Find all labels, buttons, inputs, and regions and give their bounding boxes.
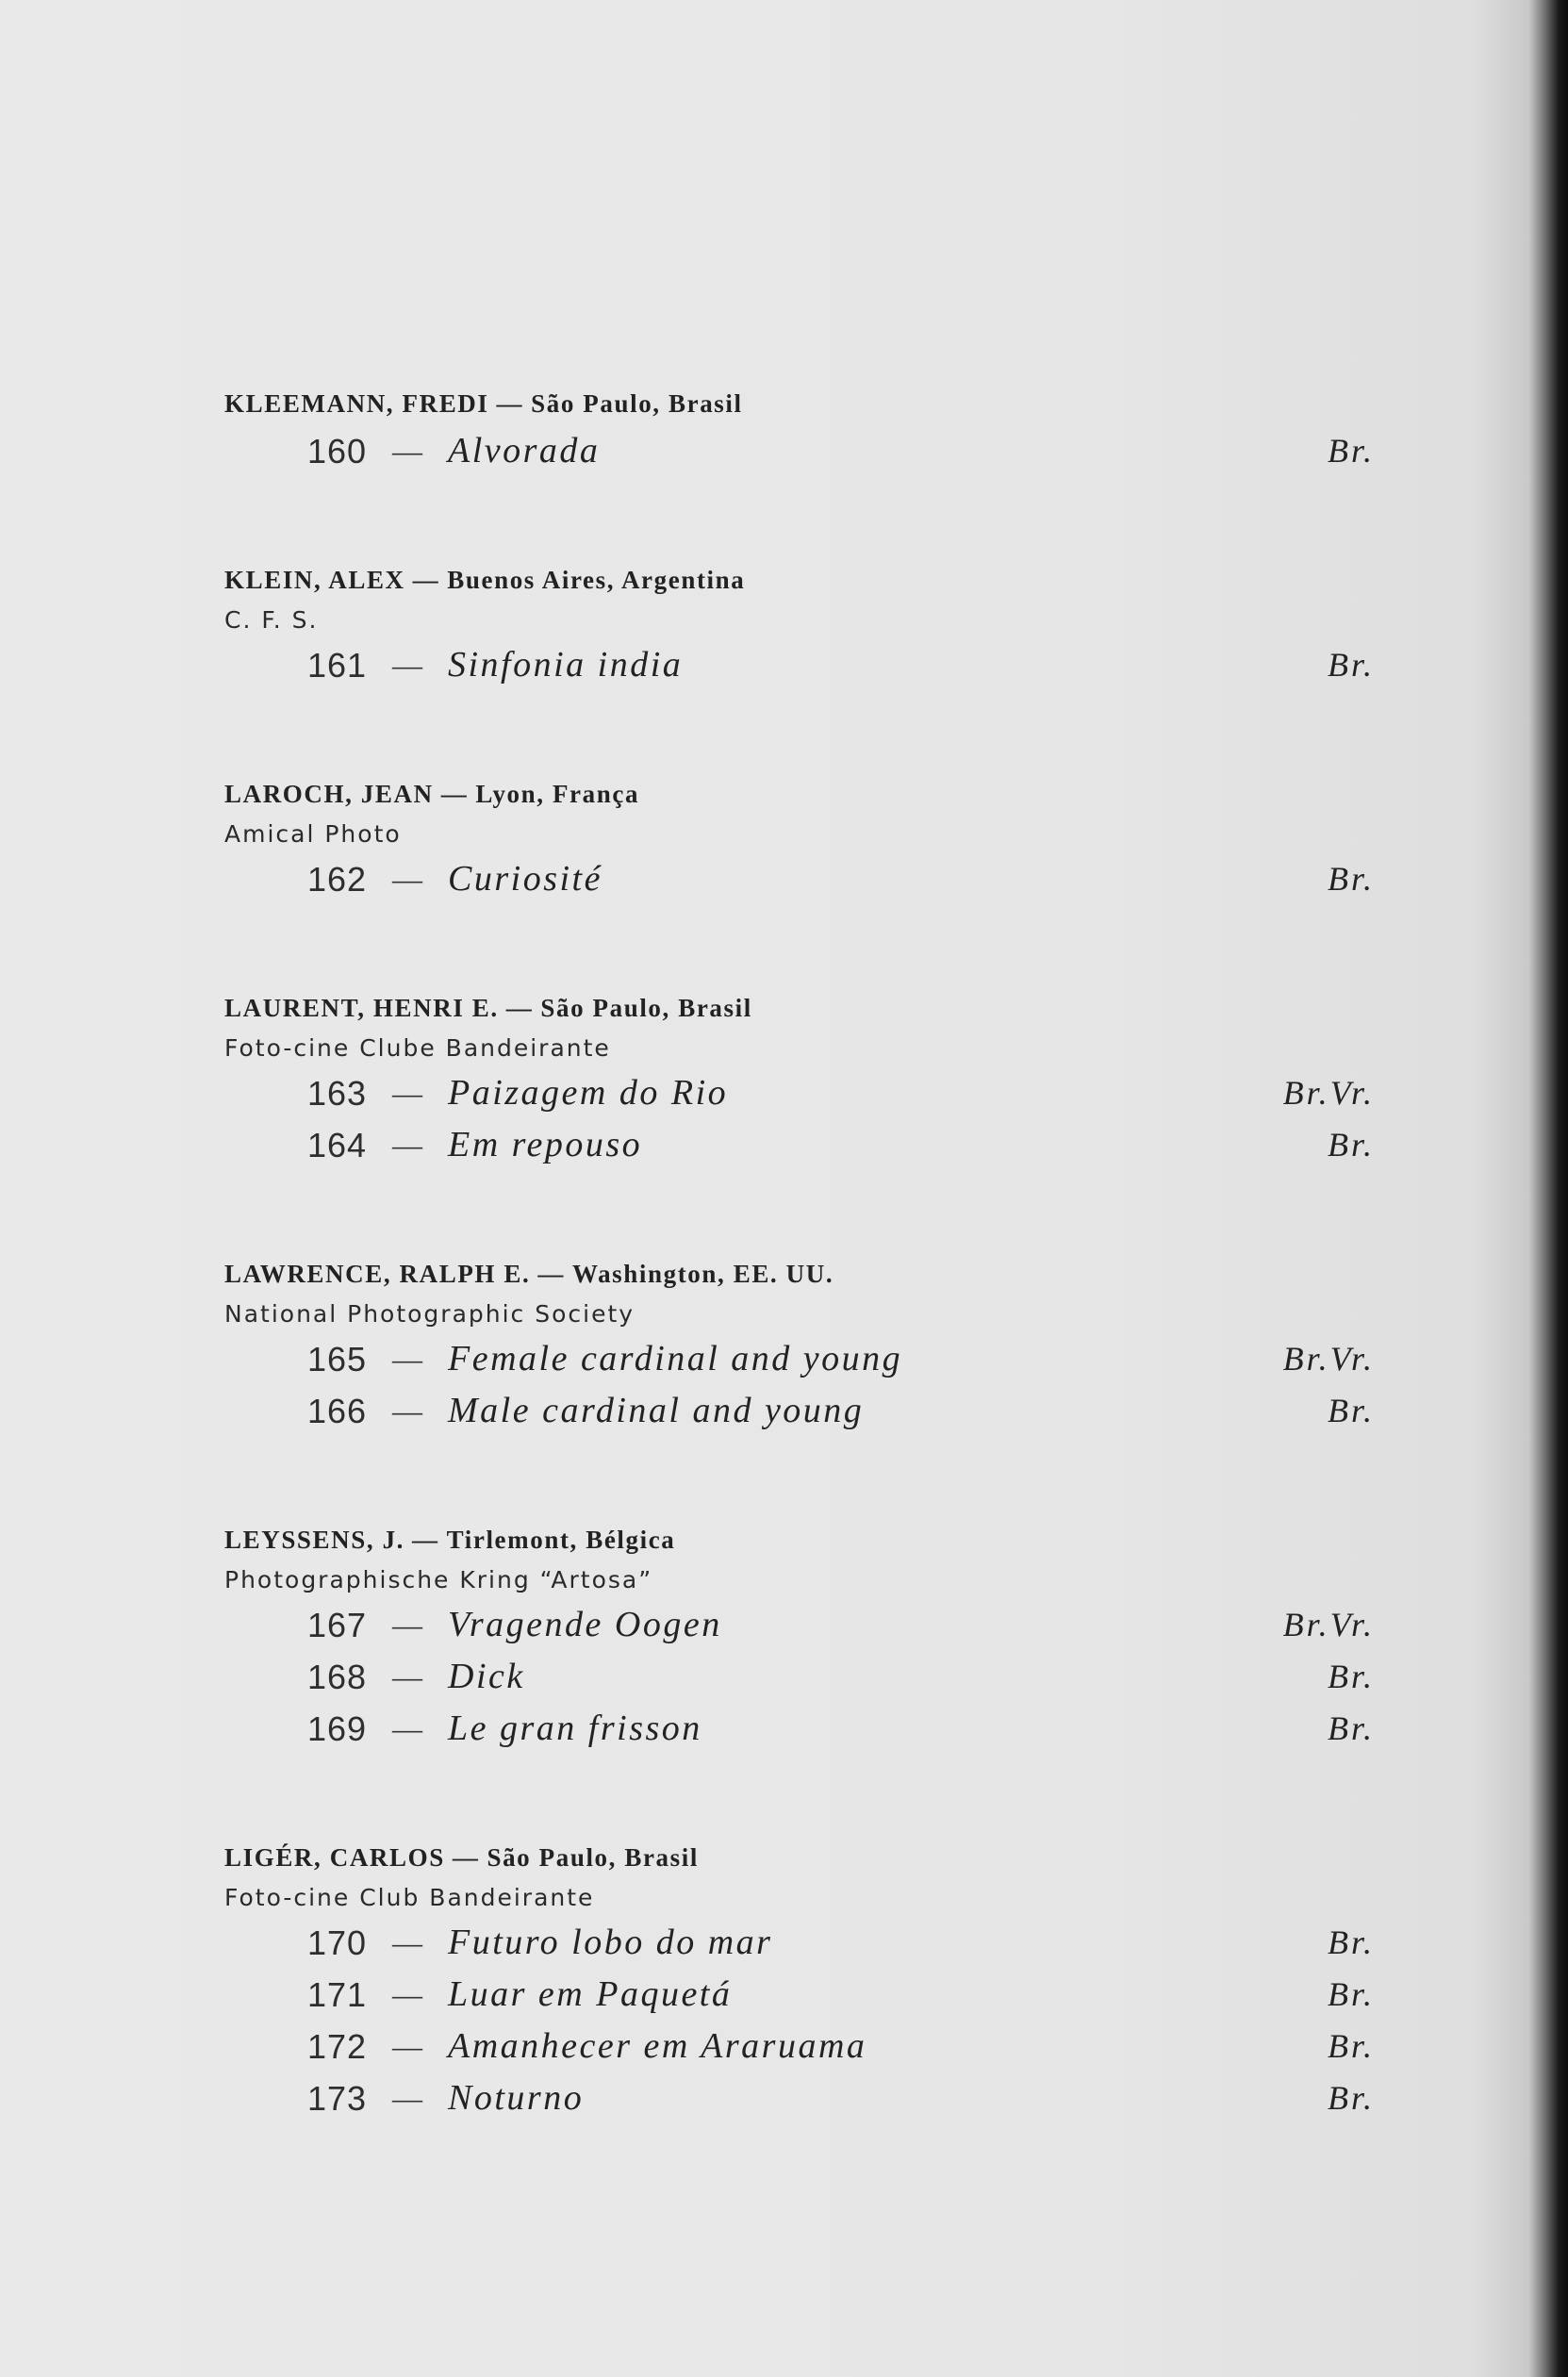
exhibitor-club: Amical Photo [224,820,402,848]
work-title: Male cardinal and young [448,1391,865,1430]
exhibitor-club: C. F. S. [224,606,319,634]
work-list [224,1599,1375,1755]
exhibitor-location: Buenos Aires, Argentina [447,566,746,594]
exhibitor-heading [224,986,1375,1030]
exhibitor-entry [224,382,1375,477]
exhibitor-entry [224,1252,1375,1437]
em-dash-separator: — [392,1925,422,1959]
em-dash-separator: — [392,1608,422,1642]
exhibitor-club: National Photographic Society [224,1300,635,1328]
exhibitor-list [224,382,1375,2124]
work-award: Br. [1327,860,1375,898]
exhibitor-name: KLEIN, ALEX [224,566,405,594]
exhibitor-heading [224,558,1375,602]
em-dash-separator: — [392,1711,422,1745]
em-dash-separator: — [505,994,534,1022]
exhibitor-entry [224,772,1375,905]
em-dash-separator: — [392,1659,422,1693]
exhibitor-club: Foto-cine Club Bandeirante [224,1884,595,1911]
work-title: Futuro lobo do mar [448,1923,773,1962]
work-number: 162 [307,860,368,899]
work-award: Br. [1327,1126,1375,1164]
work-number: 166 [307,1392,368,1430]
work-number: 164 [307,1126,368,1164]
work-item [224,1969,1375,2021]
em-dash-separator: — [412,1526,439,1554]
work-award: Br. [1327,432,1375,470]
work-list [224,639,1375,691]
exhibitor-location: São Paulo, Brasil [487,1843,699,1872]
em-dash-separator: — [412,566,440,594]
exhibitor-name: LAWRENCE, RALPH E. [224,1260,531,1288]
exhibitor-name: KLEEMANN, FREDI [224,389,489,418]
work-item [224,425,1375,477]
work-award: Br. [1327,1709,1375,1747]
work-item [224,1333,1375,1385]
work-title: Sinfonia india [448,645,684,685]
work-award: Br.Vr. [1282,1074,1375,1112]
em-dash-separator: — [392,434,422,468]
work-list [224,853,1375,905]
em-dash-separator: — [392,1977,422,2011]
work-award: Br. [1327,2079,1375,2117]
work-item [224,1119,1375,1171]
work-award: Br. [1327,646,1375,684]
exhibitor-heading [224,382,1375,425]
work-item [224,853,1375,905]
exhibitor-name: LAROCH, JEAN [224,780,434,808]
em-dash-separator: — [537,1260,565,1288]
work-title: Amanhecer em Araruama [448,2026,867,2066]
work-number: 163 [307,1074,368,1113]
exhibitor-entry [224,1518,1375,1755]
exhibitor-heading [224,772,1375,816]
work-award: Br.Vr. [1282,1606,1375,1643]
work-number: 168 [307,1658,368,1696]
em-dash-separator: — [392,1076,422,1110]
exhibitor-club: Photographische Kring “Artosa” [224,1566,653,1593]
work-award: Br. [1327,1923,1375,1961]
em-dash-separator: — [392,2029,422,2063]
exhibitor-location: Lyon, França [475,780,640,808]
work-title: Em repouso [448,1125,643,1164]
work-title: Alvorada [448,431,601,470]
work-number: 171 [307,1975,368,2014]
work-number: 170 [307,1923,368,1962]
exhibitor-entry [224,558,1375,691]
exhibitor-location: Washington, EE. UU. [571,1260,834,1288]
work-award: Br. [1327,1975,1375,2013]
em-dash-separator: — [392,862,422,896]
work-title: Le gran frisson [448,1708,702,1748]
work-list [224,1067,1375,1171]
exhibitor-location: São Paulo, Brasil [540,994,752,1022]
work-number: 165 [307,1340,368,1378]
work-title: Female cardinal and young [448,1339,903,1378]
em-dash-separator: — [452,1843,480,1872]
work-item [224,1067,1375,1119]
exhibitor-location: São Paulo, Brasil [531,389,743,418]
work-title: Vragende Oogen [448,1605,722,1644]
work-award: Br. [1327,1392,1375,1429]
work-item [224,1917,1375,1969]
work-item [224,2021,1375,2072]
exhibitor-heading [224,1252,1375,1296]
work-title: Paizagem do Rio [448,1073,729,1113]
work-title: Noturno [448,2078,585,2118]
work-award: Br. [1327,1658,1375,1695]
em-dash-separator: — [392,1342,422,1376]
work-title: Curiosité [448,859,602,899]
work-item [224,1385,1375,1437]
em-dash-separator: — [392,648,422,682]
em-dash-separator: — [392,1128,422,1162]
work-number: 172 [307,2027,368,2066]
em-dash-separator: — [440,780,469,808]
work-number: 169 [307,1709,368,1748]
work-item [224,1599,1375,1651]
em-dash-separator: — [496,389,524,418]
exhibitor-heading [224,1518,1375,1561]
work-number: 173 [307,2079,368,2118]
em-dash-separator: — [392,2081,422,2115]
exhibitor-name: LAURENT, HENRI E. [224,994,499,1022]
exhibitor-entry [224,986,1375,1171]
exhibitor-name: LIGÉR, CARLOS [224,1843,445,1872]
exhibitor-location: Tirlemont, Bélgica [446,1526,676,1554]
work-award: Br. [1327,2027,1375,2065]
exhibitor-heading [224,1836,1375,1879]
work-title: Luar em Paquetá [448,1974,733,2014]
work-number: 161 [307,646,368,685]
exhibitor-name: LEYSSENS, J. [224,1526,405,1554]
exhibitor-club: Foto-cine Clube Bandeirante [224,1034,611,1062]
work-item [224,1703,1375,1755]
work-title: Dick [448,1657,525,1696]
work-number: 160 [307,432,368,470]
work-list [224,1917,1375,2124]
work-number: 167 [307,1606,368,1644]
exhibitor-entry [224,1836,1375,2124]
work-item [224,2072,1375,2124]
work-award: Br.Vr. [1282,1340,1375,1378]
em-dash-separator: — [392,1394,422,1428]
work-list [224,1333,1375,1437]
work-item [224,1651,1375,1703]
work-item [224,639,1375,691]
work-list [224,425,1375,477]
